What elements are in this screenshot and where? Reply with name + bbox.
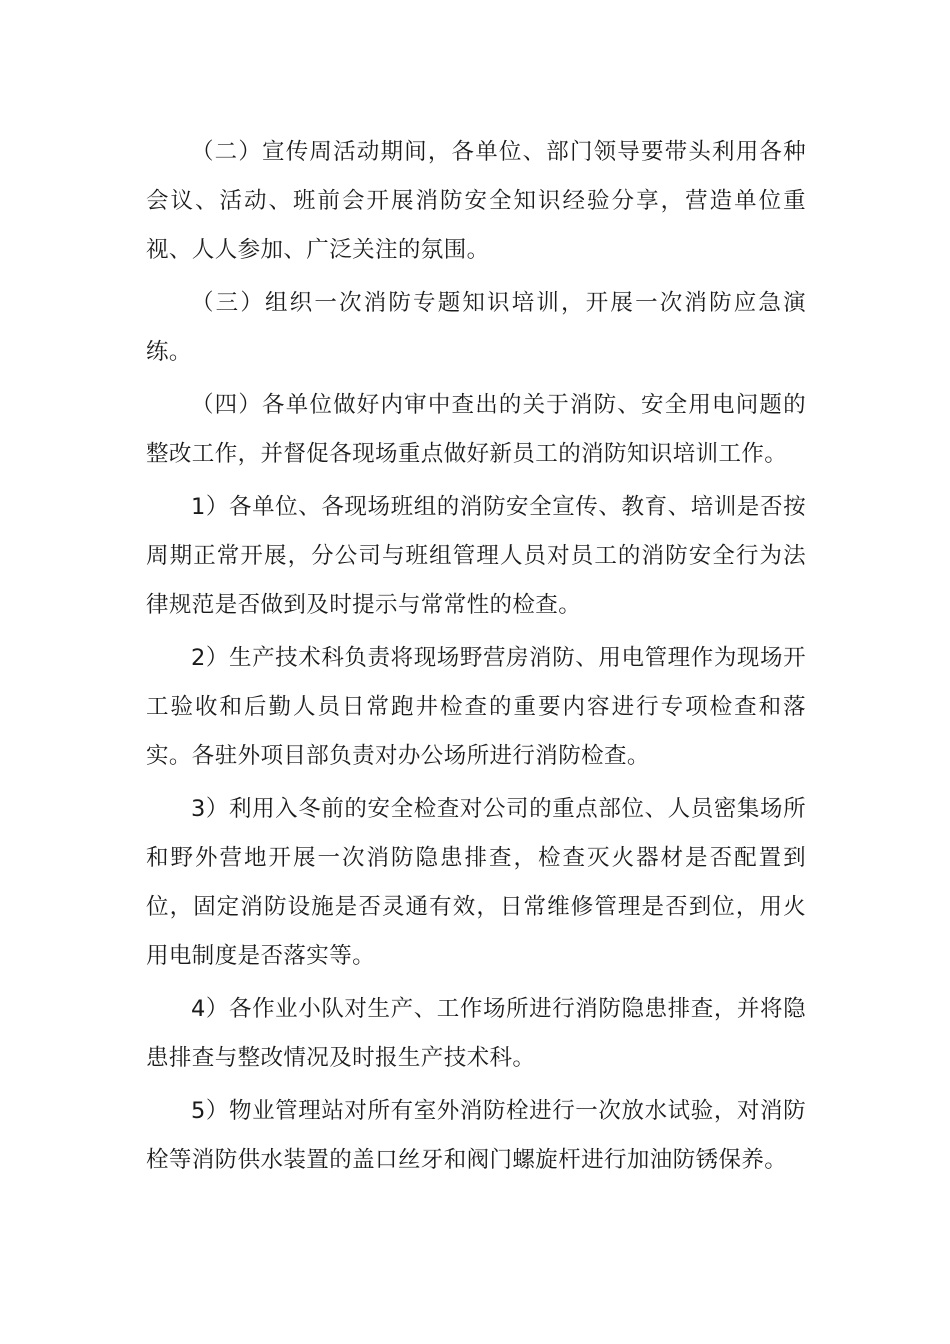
paragraph-section-4: （四）各单位做好内审中查出的关于消防、安全用电问题的整改工作，并督促各现场重点做好新员工的消防知识培训工作。 <box>146 392 806 467</box>
paragraph-item-1: 1）各单位、各现场班组的消防安全宣传、教育、培训是否按周期正常开展，分公司与班组管理人员对员工的消防安全行为法律规范是否做到及时提示与常常性的检查。 <box>146 494 806 618</box>
paragraph-section-2: （二）宣传周活动期间，各单位、部门领导要带头利用各种会议、活动、班前会开展消防安全知识经验分享，营造单位重视、人人参加、广泛关注的氛围。 <box>146 139 806 263</box>
paragraph-item-3: 3）利用入冬前的安全检查对公司的重点部位、人员密集场所和野外营地开展一次消防隐患排查，检查灭火器材是否配置到位，固定消防设施是否灵通有效，日常维修管理是否到位，用火用电制度是否落实等。 <box>146 796 806 969</box>
paragraph-item-5: 5）物业管理站对所有室外消防栓进行一次放水试验，对消防栓等消防供水装置的盖口丝牙和阀门螺旋杆进行加油防锈保养。 <box>146 1098 806 1173</box>
paragraph-item-2: 2）生产技术科负责将现场野营房消防、用电管理作为现场开工验收和后勤人员日常跑井检查的重要内容进行专项检查和落实。各驻外项目部负责对办公场所进行消防检查。 <box>146 645 806 769</box>
paragraph-section-3: （三）组织一次消防专题知识培训，开展一次消防应急演练。 <box>146 290 806 365</box>
document-body <box>146 128 806 1189</box>
paragraph-item-4: 4）各作业小队对生产、工作场所进行消防隐患排查，并将隐患排查与整改情况及时报生产技术科。 <box>146 996 806 1071</box>
